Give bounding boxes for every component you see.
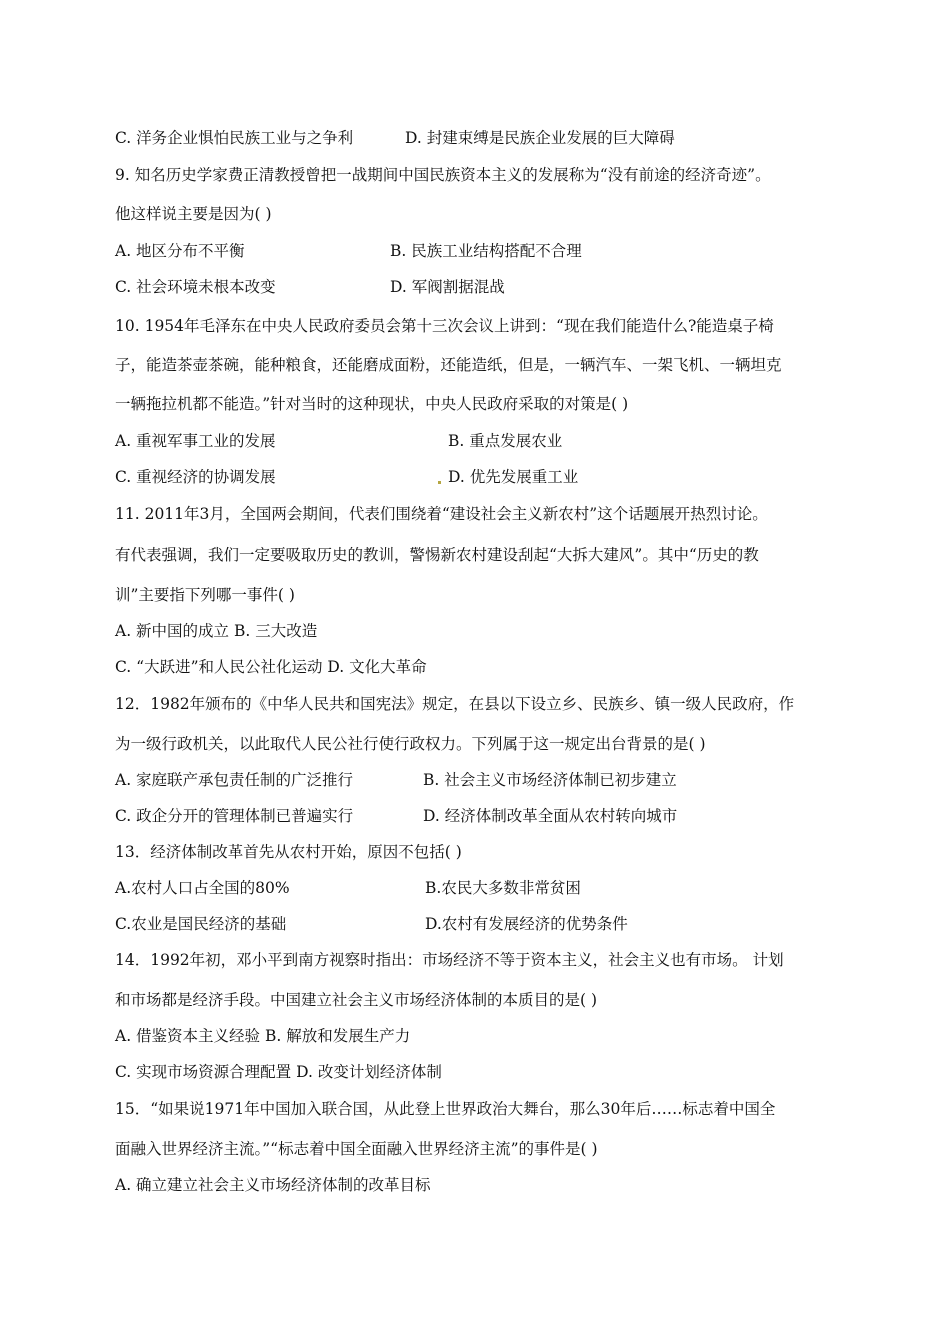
question-line: 为一级行政机关，以此取代人民公社行使行政权力。下列属于这一规定出台背景的是( ) — [115, 735, 706, 753]
option-line: A. 确立建立社会主义市场经济体制的改革目标 — [115, 1176, 431, 1194]
question-line: 12．1982年颁布的《中华人民共和国宪法》规定，在县以下设立乡、民族乡、镇一级人民政府，作 — [115, 695, 795, 713]
stray-dot-mark — [438, 481, 441, 484]
question-line: 14．1992年初，邓小平到南方视察时指出：市场经济不等于资本主义，社会主义也有市场。 计划 — [115, 951, 784, 969]
question-line: 9. 知名历史学家费正清教授曾把一战期间中国民族资本主义的发展称为“没有前途的经济奇迹”。 — [115, 166, 771, 184]
option-line: C. 政企分开的管理体制已普遍实行 D. 经济体制改革全面从农村转向城市 — [115, 807, 678, 825]
question-line: 一辆拖拉机都不能造。”针对当时的这种现状，中央人民政府采取的对策是( ) — [115, 395, 629, 413]
option-line: A. 家庭联产承包责任制的广泛推行 B. 社会主义市场经济体制已初步建立 — [115, 771, 677, 789]
option-line: C.农业是国民经济的基础 D.农村有发展经济的优势条件 — [115, 915, 628, 933]
option-line: C. 洋务企业惧怕民族工业与之争利 D. 封建束缚是民族企业发展的巨大障碍 — [115, 129, 675, 147]
question-line: 15．“如果说1971年中国加入联合国，从此登上世界政治大舞台，那么30年后……标志着中国全 — [115, 1100, 776, 1118]
option-line: A. 地区分布不平衡 B. 民族工业结构搭配不合理 — [115, 242, 582, 260]
question-line: 有代表强调，我们一定要吸取历史的教训，警惕新农村建设刮起“大拆大建风”。其中“历史的教 — [115, 546, 759, 564]
question-line: 训”主要指下列哪一事件( ) — [115, 586, 295, 604]
option-line: A. 重视军事工业的发展 B. 重点发展农业 — [115, 432, 563, 450]
question-line: 面融入世界经济主流。”“标志着中国全面融入世界经济主流”的事件是( ) — [115, 1140, 598, 1158]
option-line: C. 社会环境未根本改变 D. 军阀割据混战 — [115, 278, 505, 296]
option-line: A.农村人口占全国的80% B.农民大多数非常贫困 — [115, 879, 581, 897]
question-line: 11. 2011年3月，全国两会期间，代表们围绕着“建设社会主义新农村”这个话题展开热烈讨论。 — [115, 505, 768, 523]
question-line: 10. 1954年毛泽东在中央人民政府委员会第十三次会议上讲到：“现在我们能造什么?能造桌子椅 — [115, 317, 774, 335]
option-line: C. 重视经济的协调发展 D. 优先发展重工业 — [115, 468, 579, 486]
option-line: A. 借鉴资本主义经验 B. 解放和发展生产力 — [115, 1027, 411, 1045]
option-line: A. 新中国的成立 B. 三大改造 — [115, 622, 318, 640]
question-line: 13．经济体制改革首先从农村开始，原因不包括( ) — [115, 843, 462, 861]
question-line: 他这样说主要是因为( ) — [115, 205, 272, 223]
option-line: C. “大跃进”和人民公社化运动 D. 文化大革命 — [115, 658, 427, 676]
question-line: 子，能造茶壶茶碗，能种粮食，还能磨成面粉，还能造纸，但是，一辆汽车、一架飞机、一辆坦克 — [115, 356, 782, 374]
question-line: 和市场都是经济手段。中国建立社会主义市场经济体制的本质目的是( ) — [115, 991, 598, 1009]
option-line: C. 实现市场资源合理配置 D. 改变计划经济体制 — [115, 1063, 442, 1081]
